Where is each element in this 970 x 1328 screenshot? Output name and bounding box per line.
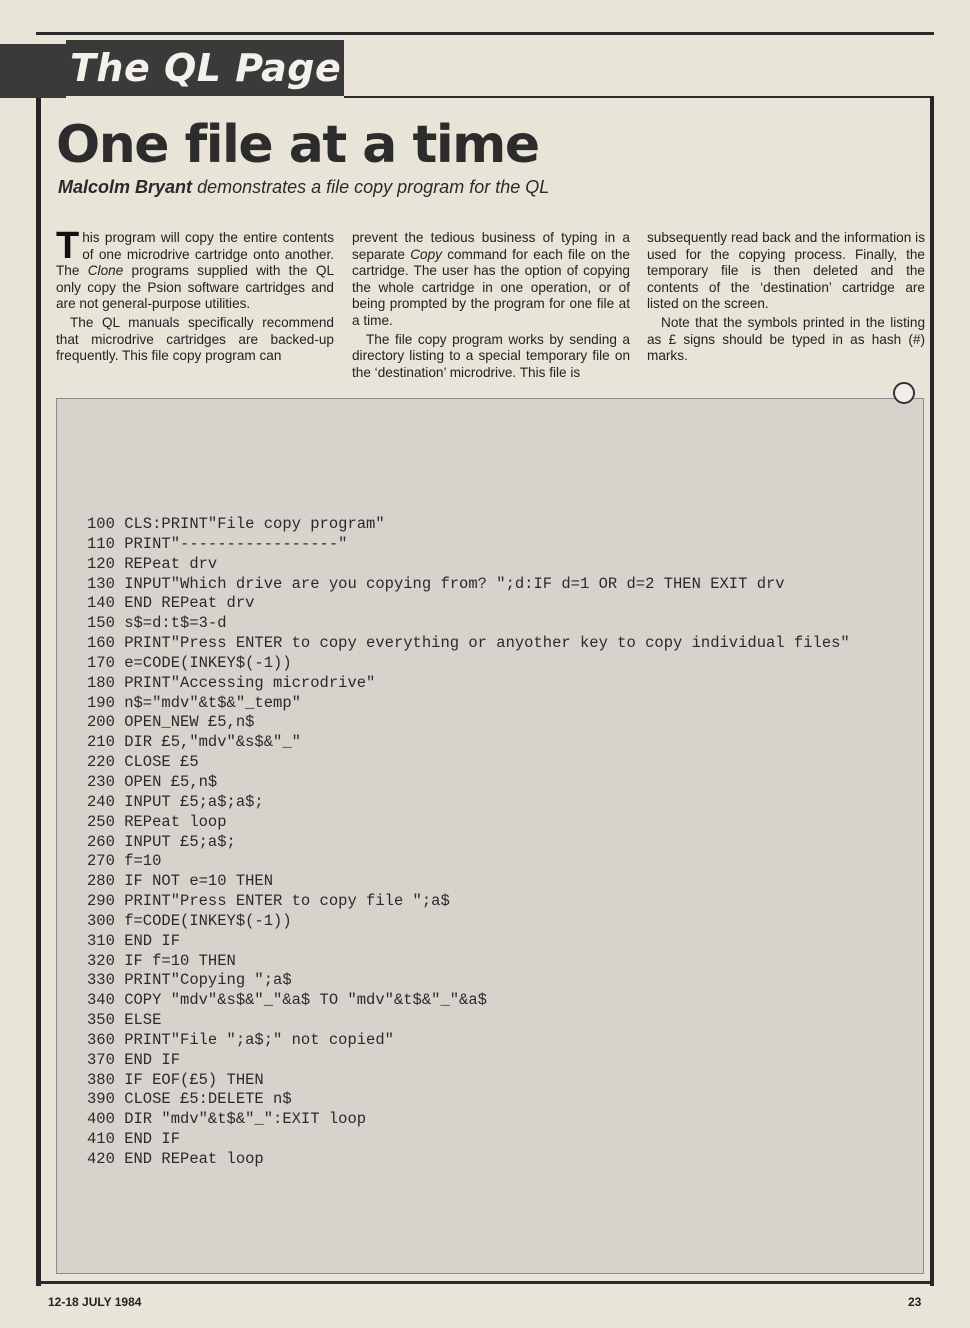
code-line: 220 CLOSE £5: [87, 753, 199, 772]
code-line: 380 IF EOF(£5) THEN: [87, 1070, 264, 1089]
code-line: 150 s$=d:t$=3-d: [87, 614, 227, 633]
code-line: 300 f=CODE(INKEY$(-1)): [87, 911, 292, 930]
code-line: 320 IF f=10 THEN: [87, 951, 236, 970]
code-line: 340 COPY "mdv"&s$&"_"&a$ TO "mdv"&t$&"_"&a$: [87, 991, 487, 1010]
header-band: [0, 44, 66, 98]
column-2-paragraph-1: prevent the tedious business of typing in a separate Copy command for each file on the cartridge. The user has the option of copying the whole cartridge in one operation, or of being prompted by the program for one file at a time.: [352, 230, 630, 328]
code-line: 190 n$="mdv"&t$&"_temp": [87, 693, 301, 712]
column-3-paragraph-1: subsequently read back and the information is used for the copying process. Finally, the temporary file is then deleted and the contents of the ‘destination’ cartridge are listed on the screen.: [647, 230, 925, 312]
punch-hole-icon: [893, 382, 915, 404]
code-line: 360 PRINT"File ";a$;" not copied": [87, 1030, 394, 1049]
code-line: 280 IF NOT e=10 THEN: [87, 872, 274, 891]
section-title: The QL Page: [66, 40, 344, 96]
column-1-paragraph-2: The QL manuals specifically recommend that microdrive cartridges are backed-up frequently. This file copy program can: [56, 314, 334, 364]
code-line: 110 PRINT"-----------------": [87, 534, 348, 553]
code-line: 420 END REPeat loop: [87, 1150, 264, 1168]
code-line: 120 REPeat drv: [87, 554, 218, 573]
code-line: 400 DIR "mdv"&t$&"_":EXIT loop: [87, 1110, 367, 1129]
page-number: 23: [908, 1295, 922, 1309]
column-2-paragraph-2: The file copy program works by sending a directory listing to a special temporary file on the ‘destination’ microdrive. This file is: [352, 331, 630, 380]
code-line: 370 END IF: [87, 1050, 181, 1069]
code-line: 310 END IF: [87, 931, 181, 950]
code-line: 210 DIR £5,"mdv"&s$&"_": [87, 733, 301, 752]
code-line: 260 INPUT £5;a$;: [87, 832, 236, 851]
top-rule: [36, 32, 934, 35]
frame-right-rule: [930, 98, 934, 1286]
header-rule: [344, 96, 934, 98]
code-line: 250 REPeat loop: [87, 812, 227, 831]
code-line: 140 END REPeat drv: [87, 594, 255, 613]
standfirst-text: demonstrates a file copy program for the QL: [197, 177, 550, 197]
copy-term: Copy: [410, 246, 442, 262]
code-line: 410 END IF: [87, 1130, 181, 1149]
program-listing-box: [56, 398, 924, 1274]
article-column-2: [352, 230, 630, 383]
frame-left-rule: [36, 98, 41, 1286]
code-line: 130 INPUT"Which drive are you copying from? ";d:IF d=1 OR d=2 THEN EXIT drv: [87, 574, 785, 593]
code-line: 240 INPUT £5;a$;a$;: [87, 792, 264, 811]
code-line: 100 CLS:PRINT"File copy program": [87, 515, 385, 533]
code-line: 200 OPEN_NEW £5,n$: [87, 713, 255, 732]
code-line: 160 PRINT"Press ENTER to copy everything or anyother key to copy individual files": [87, 634, 850, 653]
article-column-1: [56, 225, 334, 367]
article-column-3: [647, 230, 925, 367]
code-line: 230 OPEN £5,n$: [87, 772, 218, 791]
issue-date: 12-18 JULY 1984: [48, 1295, 142, 1309]
standfirst-author: Malcolm Bryant: [58, 177, 193, 197]
code-line: 350 ELSE: [87, 1011, 162, 1030]
drop-cap: T: [56, 225, 80, 267]
bottom-rule: [36, 1281, 934, 1284]
code-line: 390 CLOSE £5:DELETE n$: [87, 1090, 292, 1109]
program-listing: [87, 515, 850, 1170]
code-line: 290 PRINT"Press ENTER to copy file ";a$: [87, 892, 450, 911]
article-headline: One file at a time: [56, 115, 539, 175]
code-line: 330 PRINT"Copying ";a$: [87, 971, 292, 990]
code-line: 180 PRINT"Accessing microdrive": [87, 673, 376, 692]
code-line: 170 e=CODE(INKEY$(-1)): [87, 653, 292, 672]
code-line: 270 f=10: [87, 852, 162, 871]
standfirst: [58, 176, 918, 198]
column-1-paragraph-1: This program will copy the entire contents of one microdrive cartridge onto another. The Clone programs supplied with the QL only copy the Psion software cartridges and are not general-purpose utilities.: [56, 225, 334, 312]
column-3-paragraph-2: Note that the symbols printed in the listing as £ signs should be typed in as hash (#) marks.: [647, 314, 925, 364]
clone-term: Clone: [87, 263, 124, 279]
